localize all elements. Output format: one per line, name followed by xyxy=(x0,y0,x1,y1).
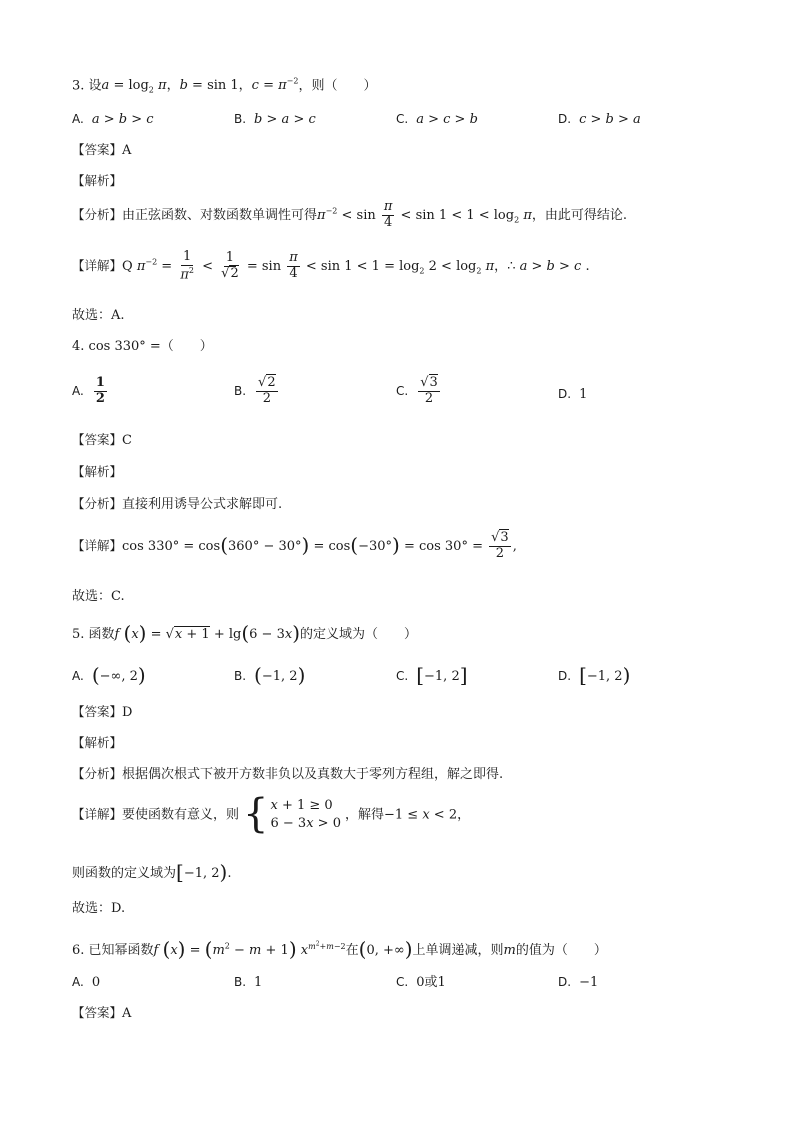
q4-option-c: C. $\frac{√3}{2}$ xyxy=(396,375,438,406)
q5-option-b: B. (−1, 2) xyxy=(234,663,306,687)
q5-option-c: C. [−1, 2] xyxy=(396,663,468,687)
q4-option-d: D. 1 xyxy=(558,387,588,402)
q5-stem: 5. 函数f (x) = √x + 1 + lg(6 − 3x)的定义域为（ ） xyxy=(72,621,418,645)
q4-option-b: B. $\frac{√2}{2}$ xyxy=(234,375,276,406)
q3-conclusion: 故选：A. xyxy=(72,308,125,323)
q5-conclusion: 故选：D. xyxy=(72,901,126,916)
q3-stem-prefix: 3. 设 xyxy=(72,78,102,94)
q5-domain: 则函数的定义域为[−1, 2). xyxy=(72,860,232,884)
q6-option-c: C. 0或1 xyxy=(396,975,446,990)
q6-option-d: D. −1 xyxy=(558,975,599,990)
q3-option-a: A. a > b > c xyxy=(72,112,154,127)
q4-option-a: A. $\frac{1}{2}$ xyxy=(72,375,105,406)
q3-answer: 【答案】A xyxy=(72,142,132,158)
q3-analysis-heading: 【解析】 xyxy=(72,173,123,188)
q5-analysis-heading: 【解析】 xyxy=(72,735,123,750)
q5-option-a: A. (−∞, 2) xyxy=(72,663,146,687)
q4-conclusion: 故选：C. xyxy=(72,589,125,604)
q5-option-d: D. [−1, 2) xyxy=(558,663,631,687)
q3-option-d: D. c > b > a xyxy=(558,112,641,127)
q6-option-b: B. 1 xyxy=(234,975,263,990)
q6-stem: 6. 已知幂函数f $(x) = (m^2 - m + 1)$ $x^{m^2+m-2}$在(0, +∞)上单调递减，则m的值为（ ） xyxy=(72,936,607,961)
q5-answer: 【答案】D xyxy=(72,704,133,720)
q4-stem: 4. cos 330° =（ ） xyxy=(72,339,213,354)
q3-fenxi: 【分析】由正弦函数、对数函数单调性可得$\pi^{-2} < \sin$ $\frac{\pi}{4}$ < $\sin 1 < 1 < \log_2 \pi$，由此可得结论. xyxy=(72,199,627,230)
q6-answer: 【答案】A xyxy=(72,1005,132,1021)
q6-option-a: A. 0 xyxy=(72,975,101,990)
q3-formula: $a = \log_2 \pi$，b = sin 1，$c = \pi^{-2}$ xyxy=(101,77,299,95)
q3-option-c: C. a > c > b xyxy=(396,112,478,127)
q4-analysis-heading: 【解析】 xyxy=(72,464,123,479)
q5-xiangjie: 【详解】要使函数有意义，则 { x + 1 ≥ 0 6 − 3x > 0 ，解得−1 ≤ x < 2， xyxy=(72,791,471,837)
q3-stem xyxy=(72,73,376,100)
q3-xiangjie: 【详解】Q $\pi^{-2}$ = $\frac{1}{\pi^2}$ < $\frac{1}{√2}$ = sin $\frac{\pi}{4}$ < $\sin 1 < 1 = \log_2 2 < \log_2 \pi$，∴ a > b > c . xyxy=(72,249,590,283)
q4-xiangjie: 【详解】cos 330° = cos(360° − 30°) = cos(−30°) = cos 30° = $\frac{√3}{2}$ , xyxy=(72,530,517,561)
q3-stem-suffix: ，则（ ） xyxy=(298,78,377,94)
q5-fenxi: 【分析】根据偶次根式下被开方数非负以及真数大于零列方程组，解之即得. xyxy=(72,766,504,782)
q4-fenxi: 【分析】直接利用诱导公式求解即可. xyxy=(72,496,283,512)
q3-option-b: B. b > a > c xyxy=(234,112,316,127)
q4-answer: 【答案】C xyxy=(72,432,132,448)
